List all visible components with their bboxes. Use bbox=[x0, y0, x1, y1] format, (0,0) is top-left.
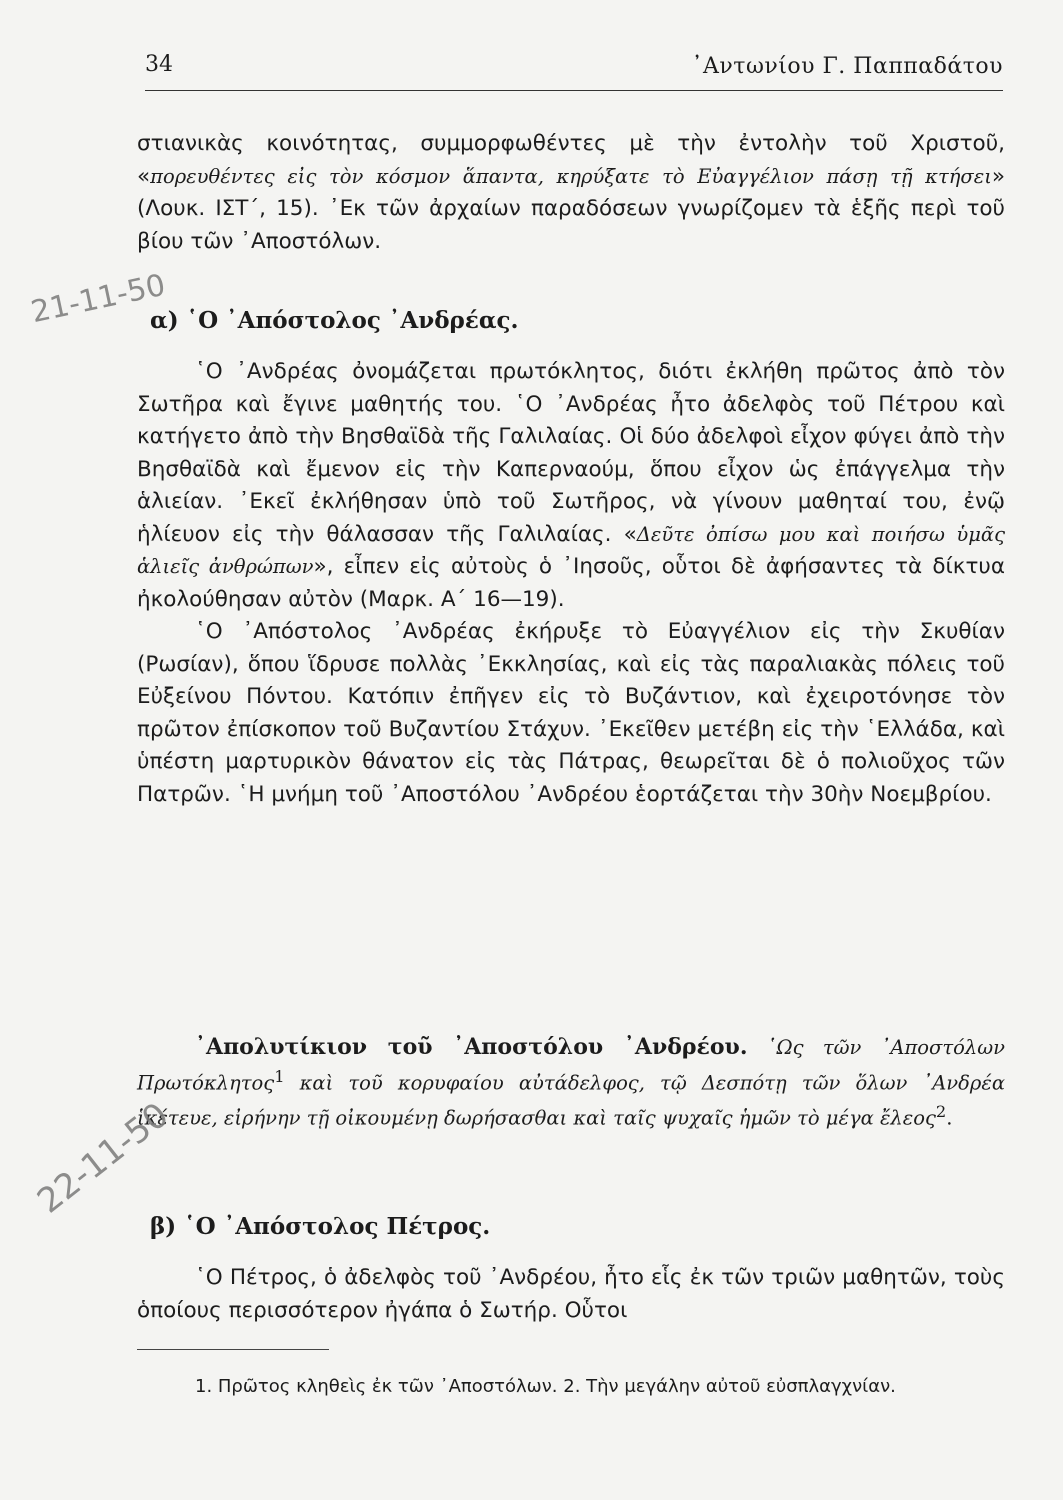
pencil-annotation: 22-11-50 bbox=[30, 1094, 177, 1222]
footnote-ref-2: 2 bbox=[935, 1101, 947, 1121]
section-heading-andreas: α) ῾Ο ᾿Απόστολος ᾿Ανδρέας. bbox=[150, 307, 519, 334]
petros-paragraph-1: ῾Ο Πέτρος, ὁ ἀδελφὸς τοῦ ᾿Ανδρέου, ἦτο εἷς ἐκ τῶν τριῶν μαθητῶν, τοὺς ὁποίους περισσότερον ἠγάπα ὁ Σωτήρ. Οὗτοι bbox=[137, 1265, 1005, 1323]
footnote-text: 1. Πρῶτος κληθεὶς ἐκ τῶν ᾿Αποστόλων. 2. Τὴν μεγάλην αὐτοῦ εὐσπλαγχνίαν. bbox=[195, 1376, 896, 1397]
intro-quote: πορευθέντες εἰς τὸν κόσμον ἅπαντα, κηρύξατε τὸ Εὐαγγέλιον πάσῃ τῇ κτήσει bbox=[150, 164, 992, 188]
apolytikion-text-b: καὶ τοῦ κορυφαίου αὐτάδελφος, τῷ Δεσπότῃ τῶν ὅλων ᾿Ανδρέα ἱκέτευε, εἰρήνην τῇ οἰκουμένῃ δωρήσασθαι καὶ ταῖς ψυχαῖς ἡμῶν τὸ μέγα ἔλεος bbox=[137, 1071, 1005, 1129]
apolytikion-title: ᾿Απολυτίκιον τοῦ ᾿Αποστόλου ᾿Ανδρέου. bbox=[195, 1034, 748, 1060]
intro-paragraph bbox=[137, 128, 1005, 258]
andreas-section-body bbox=[137, 356, 1005, 811]
footnotes bbox=[137, 1373, 1005, 1400]
pencil-annotation: 21-11-50 bbox=[28, 267, 169, 331]
andreas-paragraph-1 bbox=[137, 356, 1005, 616]
running-head: ᾿Αντωνίου Γ. Παππαδάτου bbox=[691, 54, 1003, 79]
footnote-ref-1: 1 bbox=[274, 1066, 285, 1086]
section-heading-petros: β) ῾Ο ᾿Απόστολος Πέτρος. bbox=[150, 1213, 491, 1240]
intro-text-a: στιανικὰς κοινότητας, συμμορφωθέντες μὲ τὴν ἐντολὴν τοῦ Χριστοῦ, « bbox=[137, 131, 1005, 189]
header-rule bbox=[145, 90, 1003, 91]
apolytikion-text-a: ῾Ως τῶν ᾿Αποστόλων Πρωτόκλητος bbox=[137, 1036, 1005, 1094]
andreas-paragraph-2: ῾Ο ᾿Απόστολος ᾿Ανδρέας ἐκήρυξε τὸ Εὐαγγέλιον εἰς τὴν Σκυθίαν (Ρωσίαν), ὅπου ἵδρυσε πολλὰς ᾿Εκκλησίας, καὶ εἰς τὰς παραλιακὰς πόλεις τοῦ Εὐξείνου Πόντου. Κατόπιν ἐπῆγεν εἰς τὸ Βυζάντιον, καὶ ἐχειροτόνησε τὸν πρῶτον ἐπίσκοπον τοῦ Βυζαντίου Στάχυν. ᾿Εκεῖθεν μετέβη εἰς τὴν ῾Ελλάδα, καὶ ὑπέστη μαρτυρικὸν θάνατον εἰς τὰς Πάτρας, θεωρεῖται δὲ ὁ πολιοῦχος τῶν Πατρῶν. ῾Η μνήμη τοῦ ᾿Αποστόλου ᾿Ανδρέου ἑορτάζεται τὴν 30ὴν Νοεμβρίου. bbox=[137, 619, 1005, 807]
apolytikion-text-c: . bbox=[946, 1106, 953, 1129]
footnote-rule bbox=[137, 1349, 329, 1350]
andreas-p1-text-a: ῾Ο ᾿Ανδρέας ὀνομάζεται πρωτόκλητος, διότι ἐκλήθη πρῶτος ἀπὸ τὸν Σωτῆρα καὶ ἔγινε μαθητής του. ῾Ο ᾿Ανδρέας ἦτο ἀδελφὸς τοῦ Πέτρου καὶ κατήγετο ἀπὸ τὴν Βησθαϊδὰ τῆς Γαλιλαίας. Οἱ δύο ἀδελφοὶ εἶχον φύγει ἀπὸ τὴν Βησθαϊδὰ καὶ ἔμενον εἰς τὴν Καπερναούμ, ὅπου εἶχον ὡς ἐπάγγελμα τὴν ἁλιείαν. ᾿Εκεῖ ἐκλήθησαν ὑπὸ τοῦ Σωτῆρος, νὰ γίνουν μαθηταί του, ἐνῷ ἡλίευον εἰς τὴν θάλασσαν τῆς Γαλιλαίας. « bbox=[137, 359, 1005, 547]
page-number: 34 bbox=[145, 52, 173, 77]
intro-text-b: » (Λουκ. ΙΣΤ΄, 15). ᾿Εκ τῶν ἀρχαίων παραδόσεων γνωρίζομεν τὰ ἑξῆς περὶ τοῦ βίου τῶν ᾿Αποστόλων. bbox=[137, 163, 1005, 254]
andreas-p1-text-b: », εἶπεν εἰς αὐτοὺς ὁ ᾿Ιησοῦς, οὗτοι δὲ ἀφήσαντες τὰ δίκτυα ἠκολούθησαν αὐτὸν (Μαρκ. Α΄ 16—19). bbox=[137, 554, 1005, 612]
petros-section-body bbox=[137, 1262, 1005, 1327]
page-header bbox=[145, 52, 1003, 92]
andreas-p1-quote: Δεῦτε ὀπίσω μου καὶ ποιήσω ὑμᾶς ἁλιεῖς ἀνθρώπων bbox=[137, 522, 1006, 578]
apolytikion-paragraph bbox=[137, 1033, 1005, 1133]
